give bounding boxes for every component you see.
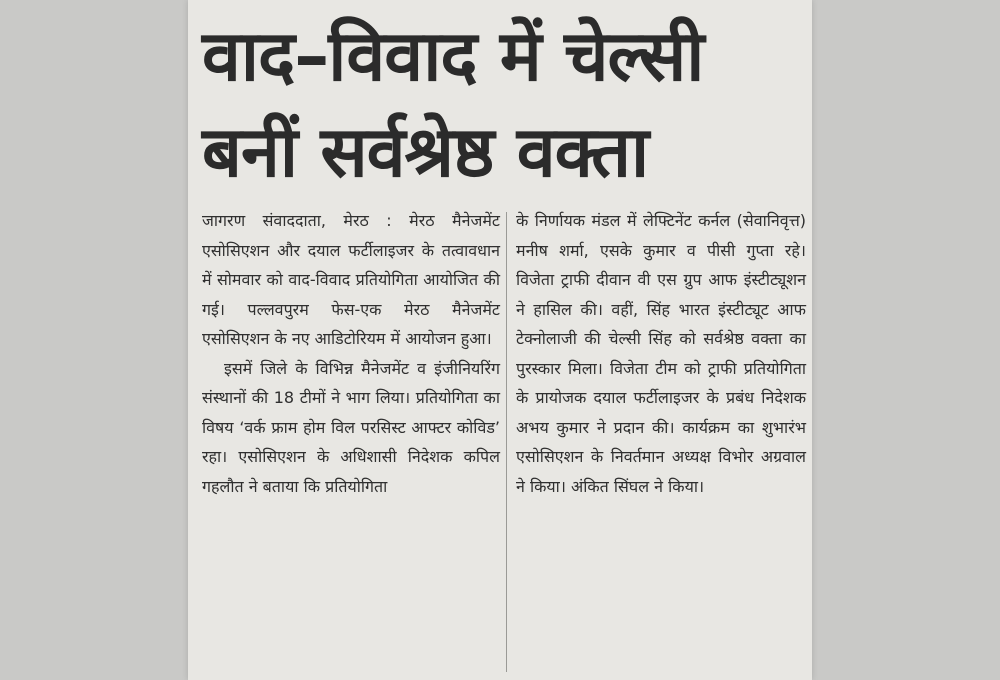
article-column-1 [202,206,500,501]
article-column-2 [516,206,806,501]
headline-line-1: वाद–विवाद में चेल्सी [202,15,704,97]
newspaper-clipping [188,0,812,680]
article-paragraph: इसमें जिले के विभिन्न मैनेजमेंट व इंजीनियरिंग संस्थानों की 18 टीमों ने भाग लिया। प्रतियोगिता का विषय ‘वर्क फ्राम होम विल परसिस्ट आफ्टर कोविड’ रहा। एसोसिएशन के अधिशासी निदेशक कपिल गहलौत ने बताया कि प्रतियोगिता [202,358,500,496]
headline-line-2: बनीं सर्वश्रेष्ठ वक्ता [202,111,649,193]
headline [202,8,802,200]
column-divider [506,212,507,672]
article-paragraph: जागरण संवाददाता, मेरठ : मेरठ मैनेजमेंट एसोसिएशन और दयाल फर्टीलाइजर के तत्वावधान में सोमवार को वाद-विवाद प्रतियोगिता आयोजित की गई। पल्लवपुरम फेस-एक मेरठ मैनेजमेंट एसोसिएशन के नए आडिटोरियम में आयोजन हुआ। [202,211,500,348]
article-paragraph: के निर्णायक मंडल में लेफ्टिनेंट कर्नल (सेवानिवृत्त) मनीष शर्मा, एसके कुमार व पीसी गुप्ता रहे। विजेता ट्राफी दीवान वी एस ग्रुप आफ इंस्टीट्यूशन ने हासिल की। वहीं, सिंह भारत इंस्टीट्यूट आफ टेक्नोलाजी की चेल्सी सिंह को सर्वश्रेष्ठ वक्ता का पुरस्कार मिला। विजेता टीम को ट्राफी प्रतियोगिता के प्रायोजक दयाल फर्टीलाइजर के प्रबंध निदेशक अभय कुमार ने प्रदान की। कार्यक्रम का शुभारंभ एसोसिएशन के निवर्तमान अध्यक्ष विभोर अग्रवाल ने किया। अंकित सिंघल ने किया। [516,211,806,496]
